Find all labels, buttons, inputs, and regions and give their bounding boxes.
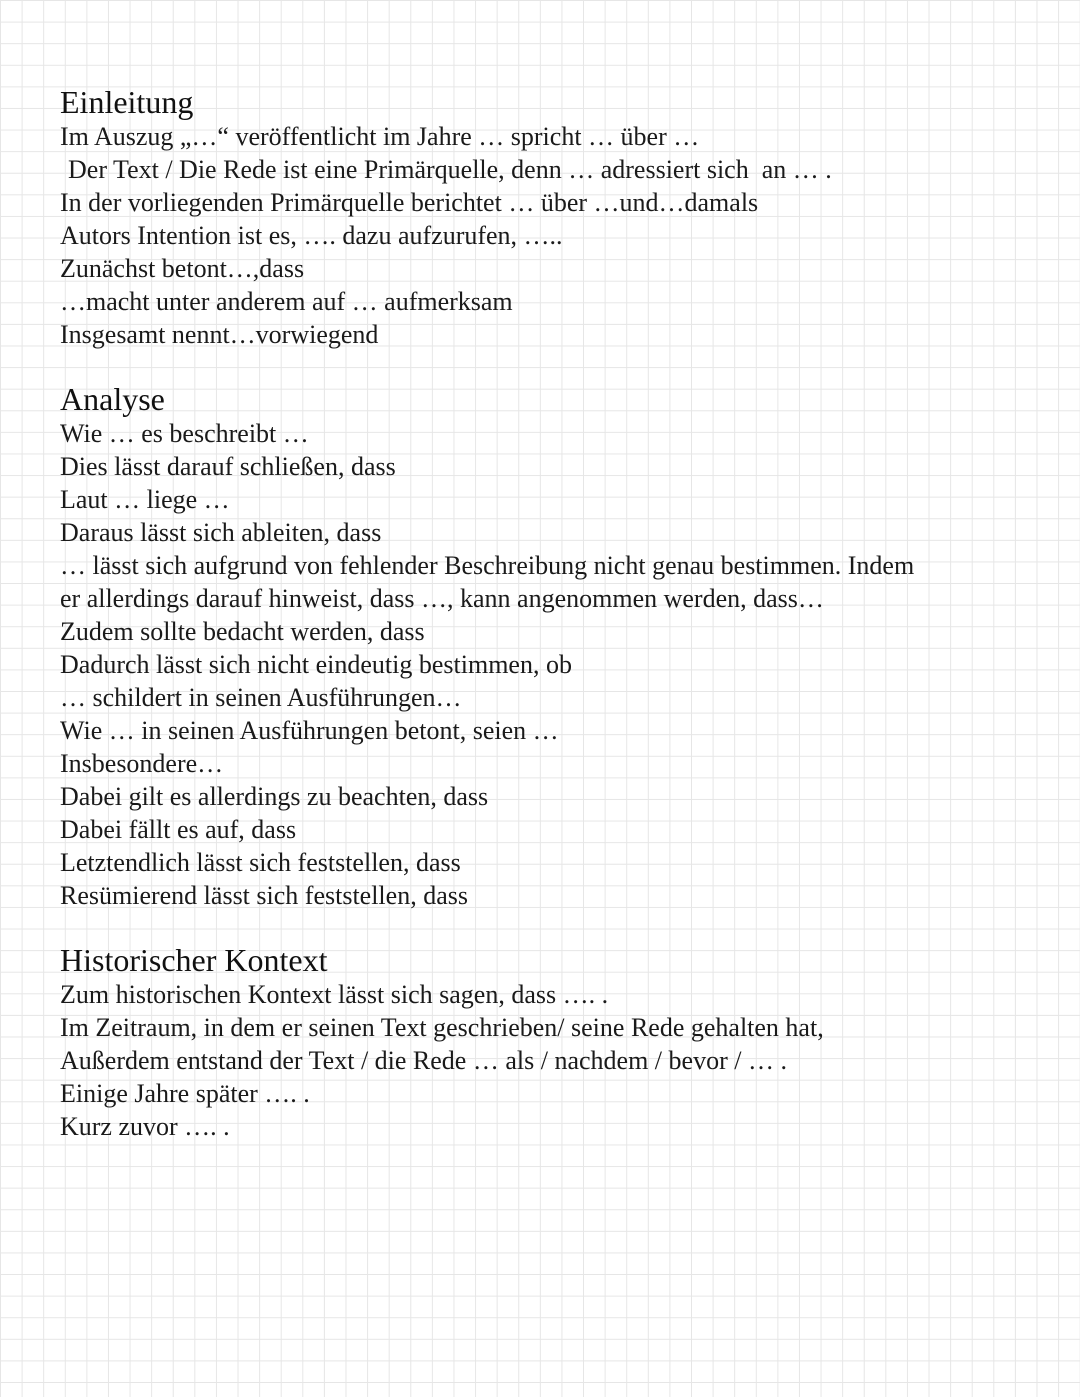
- text-line: Autors Intention ist es, …. dazu aufzurufen, …..: [60, 221, 563, 250]
- text-line: … schildert in seinen Ausführungen…: [60, 683, 462, 712]
- section-heading: Historischer Kontext: [60, 942, 328, 978]
- text-line: Dadurch lässt sich nicht eindeutig bestimmen, ob: [60, 650, 572, 679]
- text-line: Kurz zuvor …. .: [60, 1112, 230, 1141]
- section-heading: Einleitung: [60, 84, 194, 120]
- text-line: Wie … es beschreibt …: [60, 419, 309, 448]
- text-line: Zum historischen Kontext lässt sich sagen, dass …. .: [60, 980, 609, 1009]
- text-line: Wie … in seinen Ausführungen betont, seien …: [60, 716, 559, 745]
- text-line: Resümierend lässt sich feststellen, dass: [60, 881, 468, 910]
- text-line: Zunächst betont…,dass: [60, 254, 305, 283]
- text-line: Einige Jahre später …. .: [60, 1079, 310, 1108]
- section-heading: Analyse: [60, 381, 165, 417]
- text-line: Dies lässt darauf schließen, dass: [60, 452, 396, 481]
- section-analyse: [60, 381, 1050, 912]
- text-line: In der vorliegenden Primärquelle berichtet … über …und…damals: [60, 188, 759, 217]
- text-line: Daraus lässt sich ableiten, dass: [60, 518, 382, 547]
- document-page: [60, 84, 1050, 1143]
- text-line: Dabei gilt es allerdings zu beachten, dass: [60, 782, 489, 811]
- text-line: Insbesondere…: [60, 749, 224, 778]
- text-line: Letztendlich lässt sich feststellen, dass: [60, 848, 461, 877]
- text-line: Im Auszug „…“ veröffentlicht im Jahre … spricht … über …: [60, 122, 700, 151]
- text-line: Der Text / Die Rede ist eine Primärquelle, denn … adressiert sich an … .: [68, 155, 832, 184]
- text-line: Außerdem entstand der Text / die Rede … als / nachdem / bevor / … .: [60, 1046, 787, 1075]
- text-line: Laut … liege …: [60, 485, 230, 514]
- text-line: …macht unter anderem auf … aufmerksam: [60, 287, 513, 316]
- text-line: … lässt sich aufgrund von fehlender Beschreibung nicht genau bestimmen. Indem: [60, 551, 915, 580]
- section-einleitung: [60, 84, 1050, 351]
- section-historischer-kontext: [60, 942, 1050, 1143]
- text-line: Dabei fällt es auf, dass: [60, 815, 297, 844]
- text-line: Im Zeitraum, in dem er seinen Text geschrieben/ seine Rede gehalten hat,: [60, 1013, 824, 1042]
- text-line: Zudem sollte bedacht werden, dass: [60, 617, 425, 646]
- text-line: Insgesamt nennt…vorwiegend: [60, 320, 379, 349]
- text-line: er allerdings darauf hinweist, dass …, kann angenommen werden, dass…: [60, 584, 824, 613]
